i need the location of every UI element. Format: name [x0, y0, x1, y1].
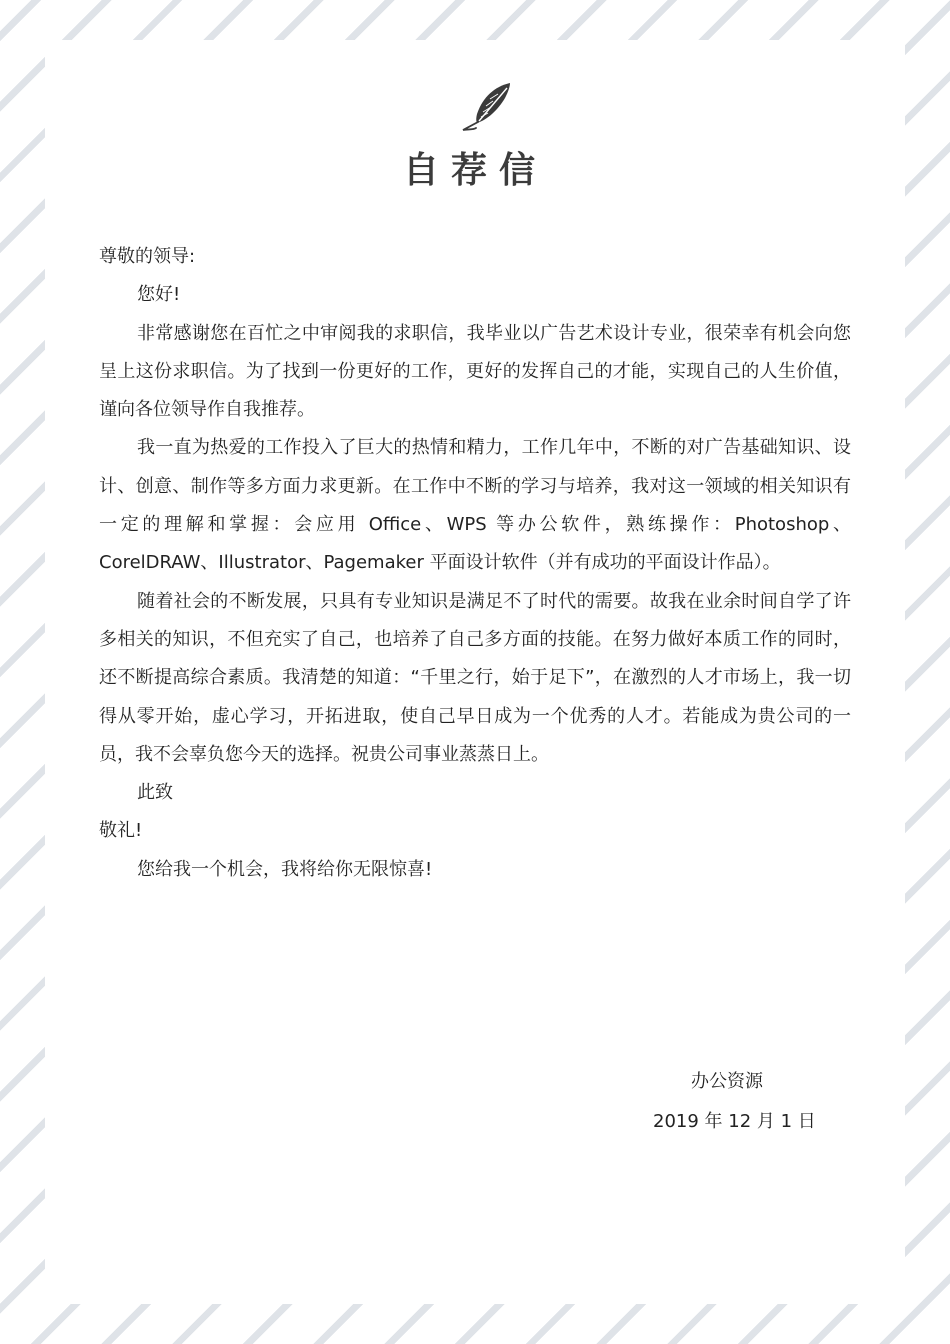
closing-line-2: 敬礼! — [99, 820, 143, 842]
paragraph-2: 我一直为热爱的工作投入了巨大的热情和精力，工作几年中，不断的对广告基础知识、设计、创意、制作等多方面力求更新。在工作中不断的学习与培养，我对这一领域的相关知识有一定的理解和掌握：会应用 Office、WPS 等办公软件，熟练操作：Photoshop、CorelDRAW、Illustrator、Pagemaker 平面设计软件（并有成功的平面设计作品）。 — [99, 437, 851, 574]
greeting: 您好! — [137, 284, 181, 306]
signer-name: 办公资源 — [691, 1071, 763, 1092]
feather-quill-icon — [460, 80, 520, 134]
salutation: 尊敬的领导: — [99, 246, 196, 267]
sign-date: 2019 年 12 月 1 日 — [653, 1111, 816, 1132]
closing-line-1: 此致 — [137, 782, 173, 804]
letter-sheet — [45, 40, 905, 1304]
paragraph-3: 随着社会的不断发展，只具有专业知识是满足不了时代的需要。故我在业余时间自学了许多相关的知识，不但充实了自己，也培养了自己多方面的技能。在努力做好本质工作的同时，还不断提高综合素质。我清楚的知道：“千里之行，始于足下”，在激烈的人才市场上，我一切得从零开始，虚心学习，开拓进取，使自己早日成为一个优秀的人才。若能成为贵公司的一员，我不会辜负您今天的选择。祝贵公司事业蒸蒸日上。 — [99, 590, 851, 765]
paragraph-1: 非常感谢您在百忙之中审阅我的求职信，我毕业以广告艺术设计专业，很荣幸有机会向您呈上这份求职信。为了找到一份更好的工作，更好的发挥自己的才能，实现自己的人生价值，谨向各位领导作自我推荐。 — [99, 322, 851, 421]
page-title: 自荐信 — [402, 150, 547, 191]
closing-note: 您给我一个机会，我将给你无限惊喜! — [137, 858, 433, 880]
letter-body — [99, 238, 851, 889]
